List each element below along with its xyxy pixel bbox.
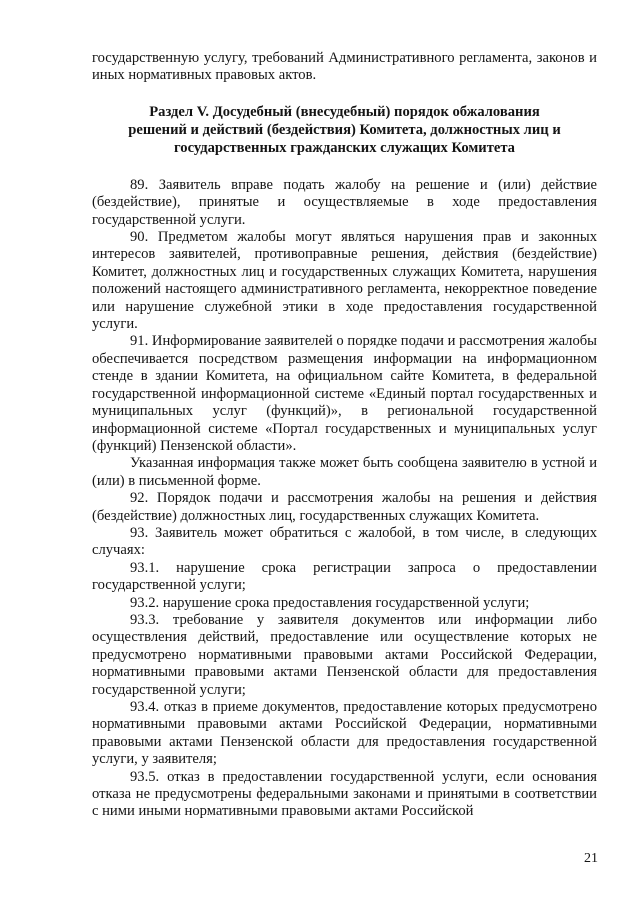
paragraph-91-note: Указанная информация также может быть сообщена заявителю в устной и (или) в письменной форме. bbox=[92, 455, 597, 489]
paragraph-93: 93. Заявитель может обратиться с жалобой, в том числе, в следующих случаях: bbox=[92, 524, 597, 559]
paragraph-93-4: 93.4. отказ в приеме документов, предоставление которых предусмотрено нормативными правовыми актами Российской Федерации, нормативными правовыми актами Пензенской области для предоставления государственной услуги, у заявителя; bbox=[92, 699, 597, 768]
paragraph-93-3: 93.3. требование у заявителя документов или информации либо осуществления действий, предоставление или осуществление которых не предусмотрено нормативными правовыми актами Российской Федерации, нормативными правовыми актами Пензенской области для предоставления государственной услуги; bbox=[92, 611, 597, 698]
document-body bbox=[92, 50, 597, 821]
paragraph-91: 91. Информирование заявителей о порядке подачи и рассмотрения жалобы обеспечивается посредством размещения информации на информационном стенде в здании Комитета, на официальном сайте Комитета, в федеральной государственной информационной системе «Единый портал государственных и муниципальных услуг (функций)», в региональной государственной информационной системе «Портал государственных и муниципальных услуг (функций) Пензенской области». bbox=[92, 333, 597, 454]
paragraph-92: 92. Порядок подачи и рассмотрения жалобы на решения и действия (бездействие) должностных лиц, государственных служащих Комитета. bbox=[92, 490, 597, 524]
paragraph-93-2: 93.2. нарушение срока предоставления государственной услуги; bbox=[130, 594, 530, 611]
intro-paragraph: государственную услугу, требований Административного регламента, законов и иных нормативных правовых актов. bbox=[92, 50, 597, 84]
paragraph-93-1: 93.1. нарушение срока регистрации запроса о предоставлении государственной услуги; bbox=[92, 559, 597, 594]
section-heading-line-2: решений и действий (бездействия) Комитета, должностных лиц и bbox=[128, 121, 561, 138]
paragraph-93-5: 93.5. отказ в предоставлении государственной услуги, если основания отказа не предусмотрены федеральными законами и принятыми в соответствии с ними иными нормативными правовыми актами Российской bbox=[92, 768, 597, 820]
paragraph-90: 90. Предметом жалобы могут являться нарушения прав и законных интересов заявителей, противоправные решения, действия (бездействие) Комитет, должностных лиц и государственных служащих Комитета, нарушения положений настоящего административного регламента, некорректное поведение или нарушение служебной этики в ходе предоставления государственной услуги. bbox=[92, 229, 597, 333]
section-heading-line-3: государственных гражданских служащих Комитета bbox=[174, 139, 515, 156]
section-heading-line-1: Раздел V. Досудебный (внесудебный) порядок обжалования bbox=[149, 103, 540, 120]
page-number: 21 bbox=[584, 851, 598, 866]
section-heading bbox=[92, 103, 597, 157]
paragraph-89: 89. Заявитель вправе подать жалобу на решение и (или) действие (бездействие), принятые и осуществляемые в ходе предоставления государственной услуги. bbox=[92, 176, 597, 228]
